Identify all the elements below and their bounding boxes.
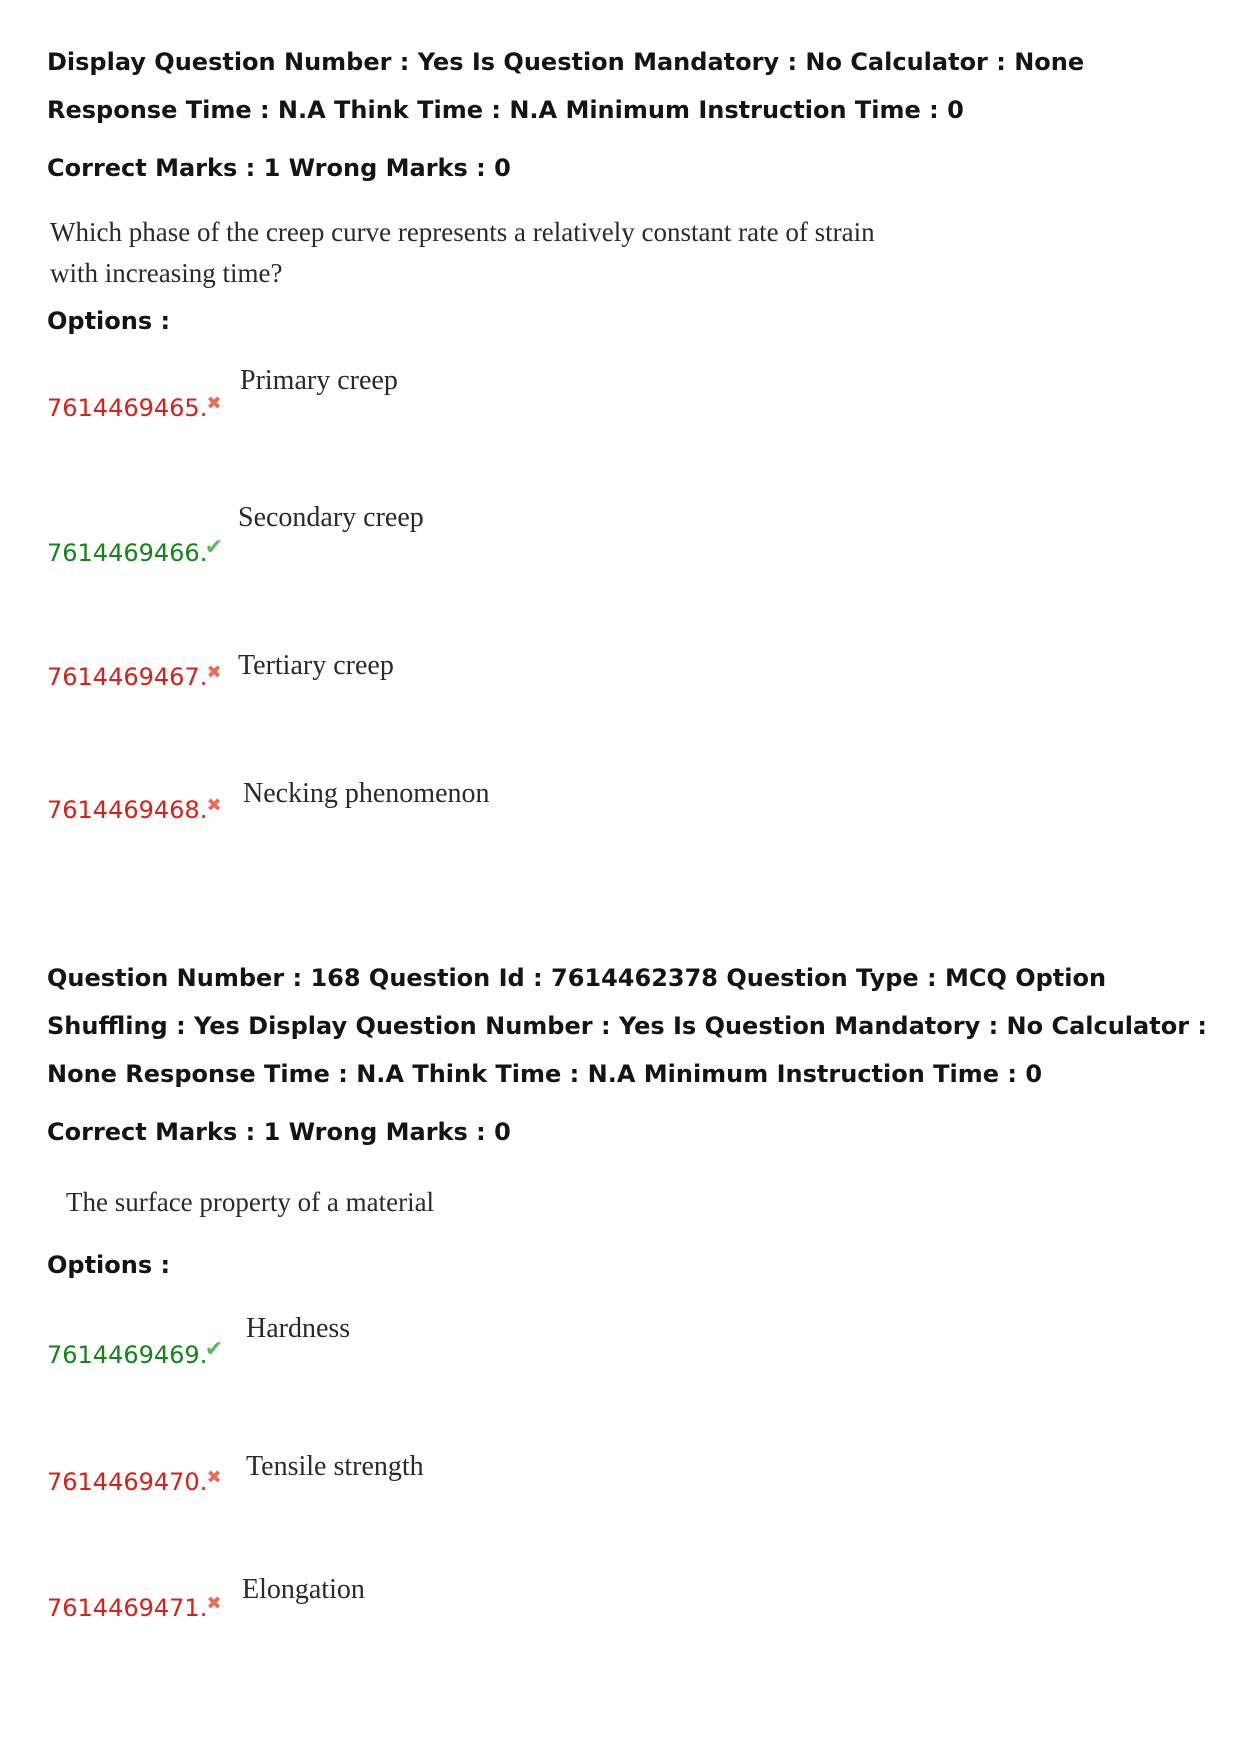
option-text: Primary creep: [240, 365, 398, 396]
check-icon: ✔: [204, 1337, 224, 1362]
check-icon: ✔: [204, 535, 224, 560]
option-text: Tensile strength: [246, 1451, 424, 1482]
option-text: Secondary creep: [238, 502, 424, 533]
marks-info: Correct Marks : 1 Wrong Marks : 0: [47, 1118, 511, 1146]
question-meta: Display Question Number : Yes Is Question Mandatory : No Calculator : None Response Time : N.A Think Time : N.A Minimum Instruction Time : 0: [47, 48, 1085, 124]
question-text: The surface property of a material: [66, 1187, 435, 1217]
option-id: 7614469468.: [47, 796, 208, 824]
question-text-line-1: Which phase of the creep curve represents a relatively constant rate of strain: [50, 217, 875, 247]
option-id: 7614469471.: [47, 1594, 208, 1622]
cross-icon: ✖: [206, 795, 222, 816]
cross-icon: ✖: [206, 662, 222, 683]
marks-info: Correct Marks : 1 Wrong Marks : 0: [47, 154, 511, 182]
option-id: 7614469467.: [47, 663, 208, 691]
option-id: 7614469465.: [47, 394, 208, 422]
option-text: Elongation: [242, 1574, 365, 1605]
options-label: Options :: [47, 307, 171, 335]
option-text: Tertiary creep: [238, 650, 394, 681]
option-id: 7614469466.: [47, 539, 208, 567]
question-meta: Question Number : 168 Question Id : 7614462378 Question Type : MCQ Option Shuffling : Yes Display Question Number : Yes Is Question Mandatory : No Calculator : None Response Time : N.A Think Time : N.A Minimum Instruction Time : 0: [47, 964, 1207, 1088]
question-text-line-2: with increasing time?: [50, 258, 283, 288]
option-id: 7614469470.: [47, 1468, 208, 1496]
cross-icon: ✖: [206, 1467, 222, 1488]
option-text: Necking phenomenon: [243, 778, 490, 809]
cross-icon: ✖: [206, 393, 222, 414]
options-label: Options :: [47, 1251, 171, 1279]
option-id: 7614469469.: [47, 1341, 208, 1369]
cross-icon: ✖: [206, 1593, 222, 1614]
option-text: Hardness: [246, 1313, 351, 1344]
